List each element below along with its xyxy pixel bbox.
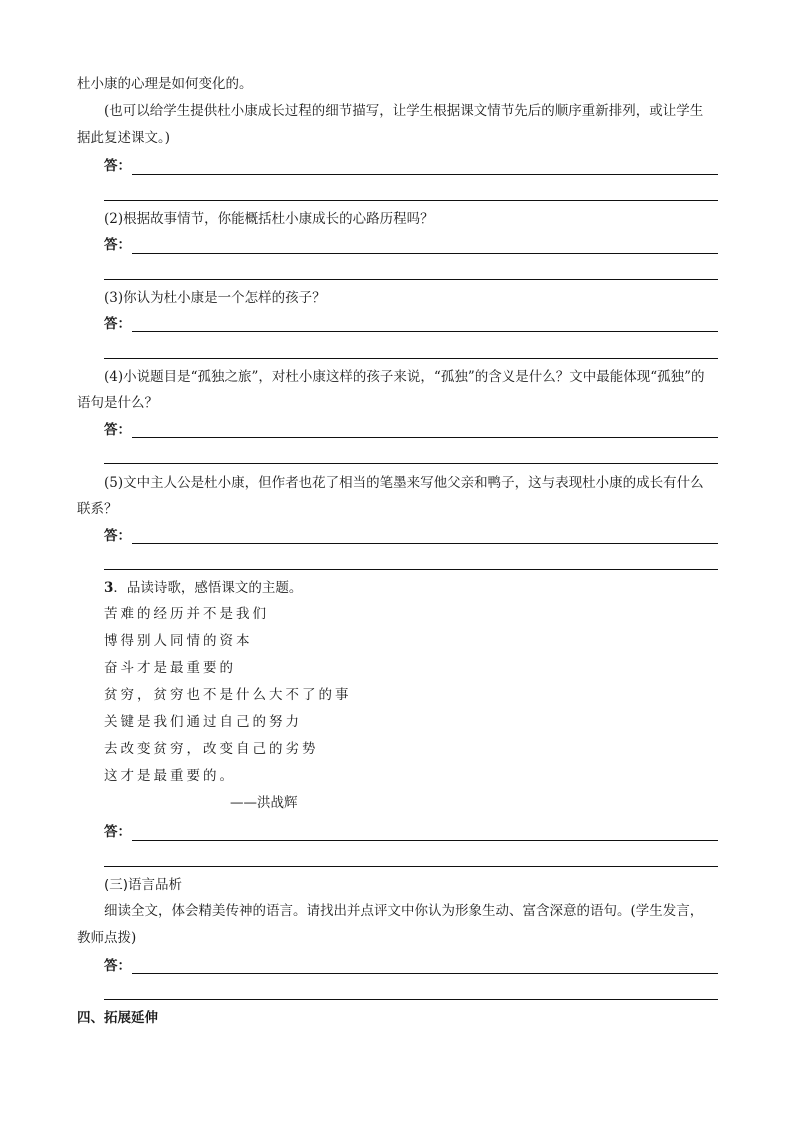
answer-line[interactable]: [104, 463, 718, 464]
poem-line: 贫穷，贫穷也不是什么大不了的事: [104, 687, 352, 703]
intro-text: 杜小康的心理是如何变化的。: [77, 76, 253, 92]
language-analysis-heading: (三)语言品析: [104, 877, 183, 893]
teaching-note-line1: (也可以给学生提供杜小康成长过程的细节描写，让学生根据课文情节先后的顺序重新排列，或让学生: [104, 103, 704, 119]
answer-label: 答：: [104, 158, 131, 174]
answer-line[interactable]: [104, 569, 718, 570]
poem-line: 这才是最重要的。: [104, 768, 236, 784]
answer-line[interactable]: [104, 279, 718, 280]
question-5-line2: 联系？: [77, 501, 118, 517]
answer-line[interactable]: [132, 331, 718, 332]
answer-label: 答：: [104, 958, 131, 974]
question-5-line1: (5)文中主人公是杜小康，但作者也花了相当的笔墨来写他父亲和鸭子，这与表现杜小康的成长有什么: [104, 475, 704, 491]
question-3: (3)你认为杜小康是一个怎样的孩子？: [104, 290, 326, 306]
answer-line[interactable]: [132, 543, 718, 544]
answer-line[interactable]: [104, 200, 718, 201]
question-2: (2)根据故事情节，你能概括杜小康成长的心路历程吗？: [104, 211, 434, 227]
answer-label: 答：: [104, 316, 131, 332]
language-analysis-text-line1: 细读全文，体会精美传神的语言。请找出并点评文中你认为形象生动、富含深意的语句。(学生发言，: [104, 903, 704, 919]
poem-line: 去改变贫穷，改变自己的劣势: [104, 741, 319, 757]
teaching-note-line2: 据此复述课文。): [77, 130, 171, 146]
poem-line: 博得别人同情的资本: [104, 633, 253, 649]
answer-line[interactable]: [132, 437, 718, 438]
answer-label: 答：: [104, 237, 131, 253]
poem-attribution: ——洪战辉: [230, 795, 298, 811]
language-analysis-text-line2: 教师点拨): [77, 930, 137, 946]
answer-line[interactable]: [104, 999, 718, 1000]
answer-line[interactable]: [104, 866, 718, 867]
answer-label: 答：: [104, 422, 131, 438]
answer-label: 答：: [104, 824, 131, 840]
answer-line[interactable]: [132, 840, 718, 841]
answer-line[interactable]: [132, 174, 718, 175]
answer-line[interactable]: [132, 253, 718, 254]
poem-line: 奋斗才是最重要的: [104, 660, 236, 676]
question-4-line2: 语句是什么？: [77, 395, 158, 411]
section-title: ．品读诗歌，感悟课文的主题。: [113, 580, 303, 596]
poem-line: 苦难的经历并不是我们: [104, 606, 269, 622]
answer-line[interactable]: [104, 358, 718, 359]
question-4-line1: (4)小说题目是“孤独之旅”，对杜小康这样的孩子来说，“孤独”的含义是什么？文中最能体现“孤独”的: [104, 369, 705, 385]
poem-line: 关键是我们通过自己的努力: [104, 714, 302, 730]
section-3-heading: [104, 579, 302, 597]
extension-heading: 四、拓展延伸: [77, 1010, 158, 1026]
answer-line[interactable]: [132, 973, 718, 974]
answer-label: 答：: [104, 528, 131, 544]
section-number: 3: [104, 580, 114, 596]
